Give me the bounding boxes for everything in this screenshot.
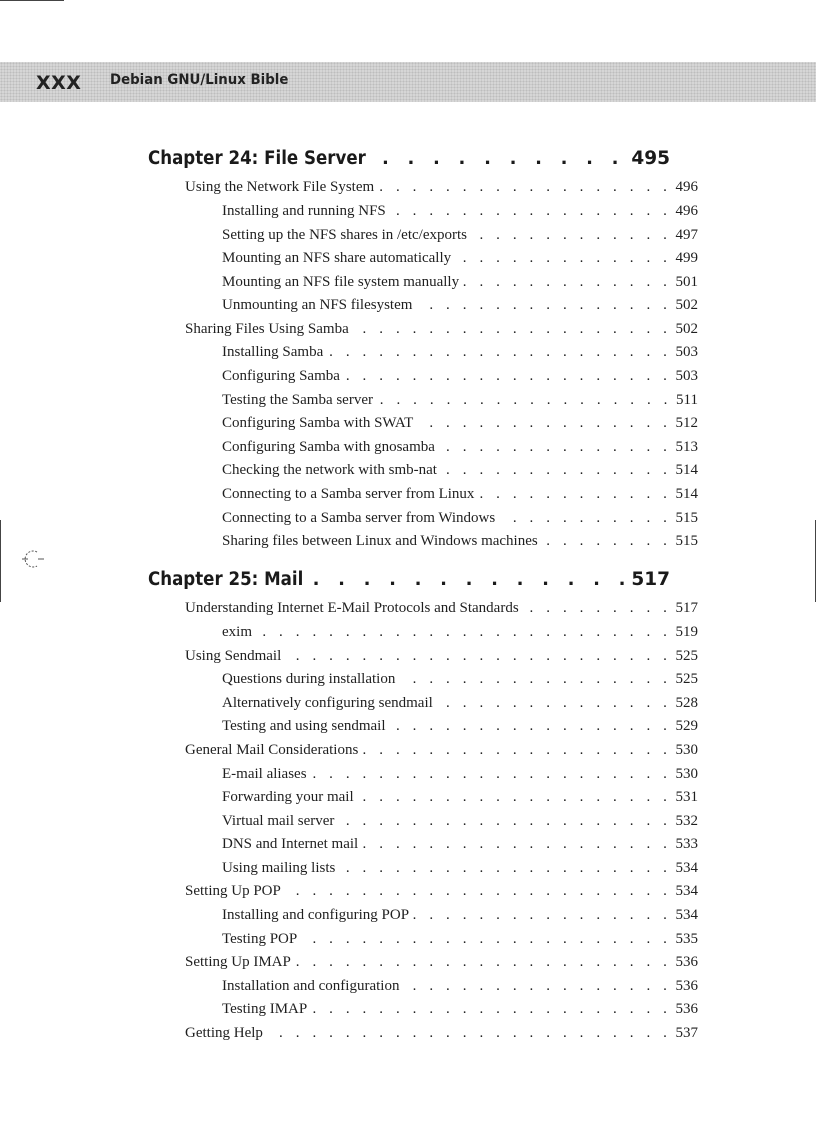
entry-page: 514 <box>675 462 698 478</box>
entry-title: Setting Up IMAP <box>185 954 291 970</box>
dot-leader <box>478 486 671 503</box>
entry-page: 496 <box>675 179 698 195</box>
dot-leader <box>542 533 672 550</box>
entry-page: 503 <box>675 368 698 384</box>
dot-leader <box>327 344 671 361</box>
toc-entry[interactable] <box>185 883 698 903</box>
entry-title: Installing Samba <box>222 344 324 360</box>
book-title: Debian GNU/Linux Bible <box>110 72 289 88</box>
entry-page: 499 <box>675 250 698 266</box>
dot-leader <box>285 883 672 900</box>
toc-entry[interactable] <box>222 718 698 738</box>
toc-entry[interactable] <box>222 789 698 809</box>
entry-title: Unmounting an NFS filesystem <box>222 297 413 313</box>
entry-page: 534 <box>675 860 698 876</box>
entry-title: Configuring Samba <box>222 368 340 384</box>
entry-page: 525 <box>675 671 698 687</box>
entry-title: Installation and configuration <box>222 978 400 994</box>
dot-leader <box>499 510 671 527</box>
entry-page: 534 <box>675 883 698 899</box>
entry-title: Sharing files between Linux and Windows machines <box>222 533 538 549</box>
entry-page: 497 <box>675 227 698 243</box>
dot-leader <box>301 931 671 948</box>
dot-leader <box>416 297 671 314</box>
toc-entry[interactable] <box>222 931 698 951</box>
entry-page: 503 <box>675 344 698 360</box>
toc-entry[interactable] <box>222 1001 698 1021</box>
entry-title: Setting Up POP <box>185 883 281 899</box>
entry-title: E-mail aliases <box>222 766 307 782</box>
toc-entry[interactable] <box>185 1025 698 1045</box>
dot-leader <box>417 415 671 432</box>
entry-page: 536 <box>675 978 698 994</box>
dot-leader <box>463 274 671 291</box>
toc-entry[interactable] <box>222 415 698 435</box>
entry-title: Using mailing lists <box>222 860 336 876</box>
toc-entry[interactable] <box>185 648 698 668</box>
entry-title: Forwarding your mail <box>222 789 354 805</box>
toc-entry[interactable] <box>222 297 698 317</box>
entry-page: 534 <box>675 907 698 923</box>
toc-entry[interactable] <box>222 439 698 459</box>
dot-leader <box>390 203 672 220</box>
registration-mark-icon <box>22 548 44 570</box>
toc-entry[interactable] <box>222 836 698 856</box>
entry-page: 515 <box>675 510 698 526</box>
entry-title: Checking the network with smb-nat <box>222 462 437 478</box>
dot-leader <box>358 789 672 806</box>
toc-entry[interactable] <box>185 742 698 762</box>
entry-page: 512 <box>675 415 698 431</box>
dot-leader <box>441 462 672 479</box>
chapter-page: 495 <box>631 148 670 169</box>
dot-leader <box>471 227 672 244</box>
entry-page: 517 <box>675 600 698 616</box>
dot-leader <box>437 695 672 712</box>
toc-entry[interactable] <box>185 954 698 974</box>
entry-title: Virtual mail server <box>222 813 335 829</box>
dot-leader <box>311 766 672 783</box>
entry-title: Connecting to a Samba server from Linux <box>222 486 475 502</box>
entry-title: Testing and using sendmail <box>222 718 386 734</box>
toc-entry[interactable] <box>185 321 698 341</box>
dot-leader <box>353 321 672 338</box>
entry-page: 515 <box>675 533 698 549</box>
entry-page: 501 <box>675 274 698 290</box>
dot-leader <box>439 439 672 456</box>
toc-entry[interactable] <box>222 227 698 247</box>
toc-entry[interactable] <box>222 624 698 644</box>
entry-title: Using Sendmail <box>185 648 282 664</box>
toc-entry[interactable] <box>222 486 698 506</box>
dot-leader <box>413 907 671 924</box>
entry-title: General Mail Considerations <box>185 742 359 758</box>
toc-entry[interactable] <box>222 510 698 530</box>
chapter-title: Chapter 24: File Server <box>148 148 366 169</box>
entry-title: Using the Network File System <box>185 179 375 195</box>
dot-leader <box>390 718 672 735</box>
toc-entry[interactable] <box>222 344 698 364</box>
entry-page: 535 <box>675 931 698 947</box>
dot-leader <box>338 813 671 830</box>
dot-leader <box>362 742 671 759</box>
toc-entry[interactable] <box>222 671 698 691</box>
toc-entry[interactable] <box>222 813 698 833</box>
crop-mark-top <box>0 0 64 1</box>
toc-entry[interactable] <box>222 462 698 482</box>
entry-page: 531 <box>675 789 698 805</box>
entry-title: exim <box>222 624 252 640</box>
entry-title: Configuring Samba with gnosamba <box>222 439 435 455</box>
entry-title: Alternatively configuring sendmail <box>222 695 433 711</box>
entry-title: Installing and running NFS <box>222 203 386 219</box>
dot-leader <box>313 569 626 590</box>
chapter-page: 517 <box>631 569 670 590</box>
chapter-heading[interactable] <box>148 148 670 174</box>
dot-leader <box>344 368 672 385</box>
dot-leader <box>399 671 671 688</box>
dot-leader <box>455 250 671 267</box>
dot-leader <box>311 1001 671 1018</box>
dot-leader <box>362 836 671 853</box>
toc-entry[interactable] <box>222 907 698 927</box>
toc-entry[interactable] <box>222 533 698 553</box>
toc-entry[interactable] <box>185 600 698 620</box>
dot-leader <box>403 978 671 995</box>
entry-title: Connecting to a Samba server from Windows <box>222 510 496 526</box>
entry-page: 528 <box>675 695 698 711</box>
toc-entry[interactable] <box>222 695 698 715</box>
dot-leader <box>523 600 672 617</box>
toc-entry[interactable] <box>222 978 698 998</box>
dot-leader <box>267 1025 672 1042</box>
toc-entry[interactable] <box>185 179 698 199</box>
entry-page: 530 <box>675 766 698 782</box>
crop-mark-left <box>0 520 1 602</box>
entry-page: 513 <box>675 439 698 455</box>
entry-page: 502 <box>675 321 698 337</box>
entry-title: Understanding Internet E-Mail Protocols and Standards <box>185 600 519 616</box>
entry-page: 537 <box>675 1025 698 1041</box>
entry-page: 502 <box>675 297 698 313</box>
toc-entry[interactable] <box>222 250 698 270</box>
toc-entry[interactable] <box>222 368 698 388</box>
entry-title: Sharing Files Using Samba <box>185 321 349 337</box>
chapter-heading[interactable] <box>148 569 670 595</box>
entry-page: 525 <box>675 648 698 664</box>
entry-page: 496 <box>675 203 698 219</box>
entry-page: 532 <box>675 813 698 829</box>
entry-page: 514 <box>675 486 698 502</box>
dot-leader <box>339 860 671 877</box>
entry-title: Mounting an NFS file system manually <box>222 274 460 290</box>
entry-title: Installing and configuring POP <box>222 907 410 923</box>
entry-page: 529 <box>675 718 698 734</box>
entry-title: Getting Help <box>185 1025 263 1041</box>
dot-leader <box>295 954 672 971</box>
dot-leader <box>377 392 672 409</box>
toc-entry[interactable] <box>222 860 698 880</box>
entry-page: 519 <box>675 624 698 640</box>
toc-entry[interactable] <box>222 203 698 223</box>
entry-page: 533 <box>675 836 698 852</box>
dot-leader <box>285 648 671 665</box>
entry-title: Configuring Samba with SWAT <box>222 415 414 431</box>
toc-entry[interactable] <box>222 392 698 412</box>
entry-page: 536 <box>675 1001 698 1017</box>
toc-entry[interactable] <box>222 766 698 786</box>
entry-title: DNS and Internet mail <box>222 836 359 852</box>
entry-title: Testing POP <box>222 931 298 947</box>
page-folio: XXX <box>36 72 82 94</box>
running-header <box>0 62 816 102</box>
dot-leader <box>256 624 672 641</box>
chapter-title: Chapter 25: Mail <box>148 569 304 590</box>
dot-leader <box>382 148 625 169</box>
entry-page: 536 <box>675 954 698 970</box>
entry-page: 530 <box>675 742 698 758</box>
entry-title: Mounting an NFS share automatically <box>222 250 452 266</box>
entry-title: Testing IMAP <box>222 1001 308 1017</box>
entry-title: Setting up the NFS shares in /etc/exports <box>222 227 467 243</box>
entry-title: Questions during installation <box>222 671 396 687</box>
dot-leader <box>378 179 671 196</box>
entry-title: Testing the Samba server <box>222 392 373 408</box>
entry-page: 511 <box>676 392 698 408</box>
toc-entry[interactable] <box>222 274 698 294</box>
